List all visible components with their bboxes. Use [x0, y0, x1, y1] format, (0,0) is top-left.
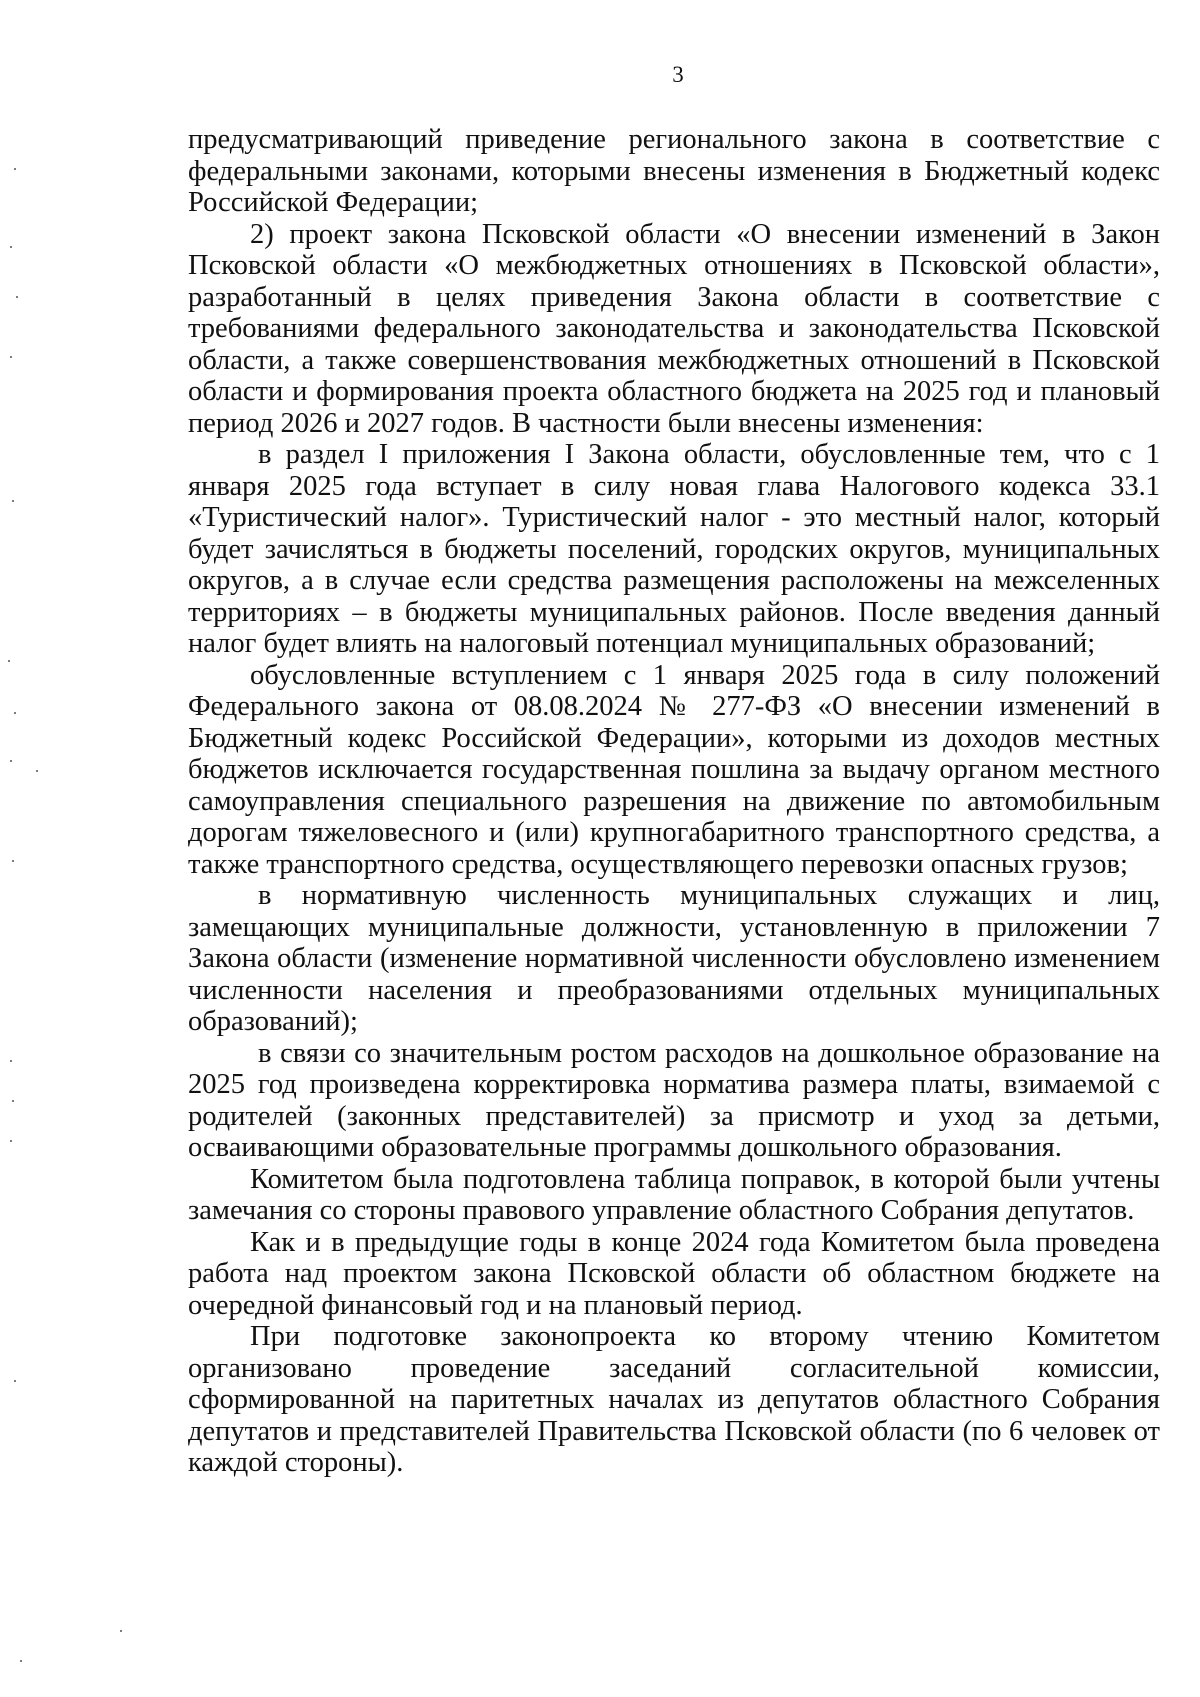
- scan-speck: [10, 1140, 12, 1142]
- scan-speck: [14, 1380, 16, 1382]
- paragraph-preschool-fee: в связи со значительным ростом расходов на дошкольное образование на 2025 год произведена корректировка норматива размера платы, взимаемой с родителей (законных представителей) за присмотр и уход за детьми, осваивающими образовательные программы дошкольного образования.: [188, 1037, 1160, 1163]
- document-body: [188, 124, 1160, 1479]
- scan-speck: [8, 660, 10, 662]
- scan-speck: [14, 712, 16, 714]
- page-number: 3: [672, 62, 684, 87]
- paragraph-item-2: 2) проект закона Псковской области «О внесении изменений в Закон Псковской области «О межбюджетных отношениях в Псковской области», разработанный в целях приведения Закона области в соответствие с требованиями федерального законодательства и законодательства Псковской области, а также совершенствования межбюджетных отношений в Псковской области и формирования проекта областного бюджета на 2025 год и плановый период 2026 и 2027 годов. В частности были внесены изменения:: [188, 218, 1160, 439]
- paragraph-federal-law: обусловленные вступлением с 1 января 2025 года в силу положений Федерального закона от 08.08.2024 № 277-ФЗ «О внесении изменений в Бюджетный кодекс Российской Федерации», которыми из доходов местных бюджетов исключается государственная пошлина за выдачу органом местного самоуправления специального разрешения на движение по автомобильным дорогам тяжеловесного и (или) крупногабаритного транспортного средства, а также транспортного средства, осуществляющего перевозки опасных грузов;: [188, 659, 1160, 880]
- scan-speck: [120, 1630, 122, 1632]
- scan-speck: [12, 500, 14, 502]
- paragraph-continuation: предусматривающий приведение регионального закона в соответствие с федеральными законами, которыми внесены изменения в Бюджетный кодекс Российской Федерации;: [188, 124, 1160, 218]
- paragraph-conciliation-commission: При подготовке законопроекта ко второму чтению Комитетом организовано проведение заседаний согласительной комиссии, сформированной на паритетных началах из депутатов областного Собрания депутатов и представителей Правительства Псковской области (по 6 человек от каждой стороны).: [188, 1321, 1160, 1478]
- paragraph-amendments-table: Комитетом была подготовлена таблица поправок, в которой были учтены замечания со стороны правового управление областного Собрания депутатов.: [188, 1163, 1160, 1226]
- paragraph-budget-work: Как и в предыдущие годы в конце 2024 года Комитетом была проведена работа над проектом закона Псковской области об областном бюджете на очередной финансовый год и на плановый период.: [188, 1226, 1160, 1321]
- paragraph-tourist-tax: в раздел I приложения I Закона области, обусловленные тем, что с 1 января 2025 года вступает в силу новая глава Налогового кодекса 33.1 «Туристический налог». Туристический налог - это местный налог, который будет зачисляться в бюджеты поселений, городских округов, муниципальных округов, а в случае если средства размещения расположены на межселенных территориях – в бюджеты муниципальных районов. После введения данный налог будет влиять на налоговый потенциал муниципальных образований;: [188, 439, 1160, 659]
- scan-speck: [10, 246, 12, 248]
- scan-speck: [10, 356, 12, 358]
- scan-speck: [10, 1060, 12, 1062]
- scan-speck: [16, 296, 18, 298]
- scan-speck: [20, 1660, 22, 1662]
- paragraph-staff-numbers: в нормативную численность муниципальных служащих и лиц, замещающих муниципальные должности, установленную в приложении 7 Закона области (изменение нормативной численности обусловлено изменением численности населения и преобразованиями отдельных муниципальных образований);: [188, 880, 1160, 1037]
- scan-speck: [14, 168, 16, 170]
- scan-speck: [12, 860, 14, 862]
- scan-speck: [12, 1100, 14, 1102]
- scan-speck: [10, 760, 12, 762]
- scan-speck: [36, 770, 38, 772]
